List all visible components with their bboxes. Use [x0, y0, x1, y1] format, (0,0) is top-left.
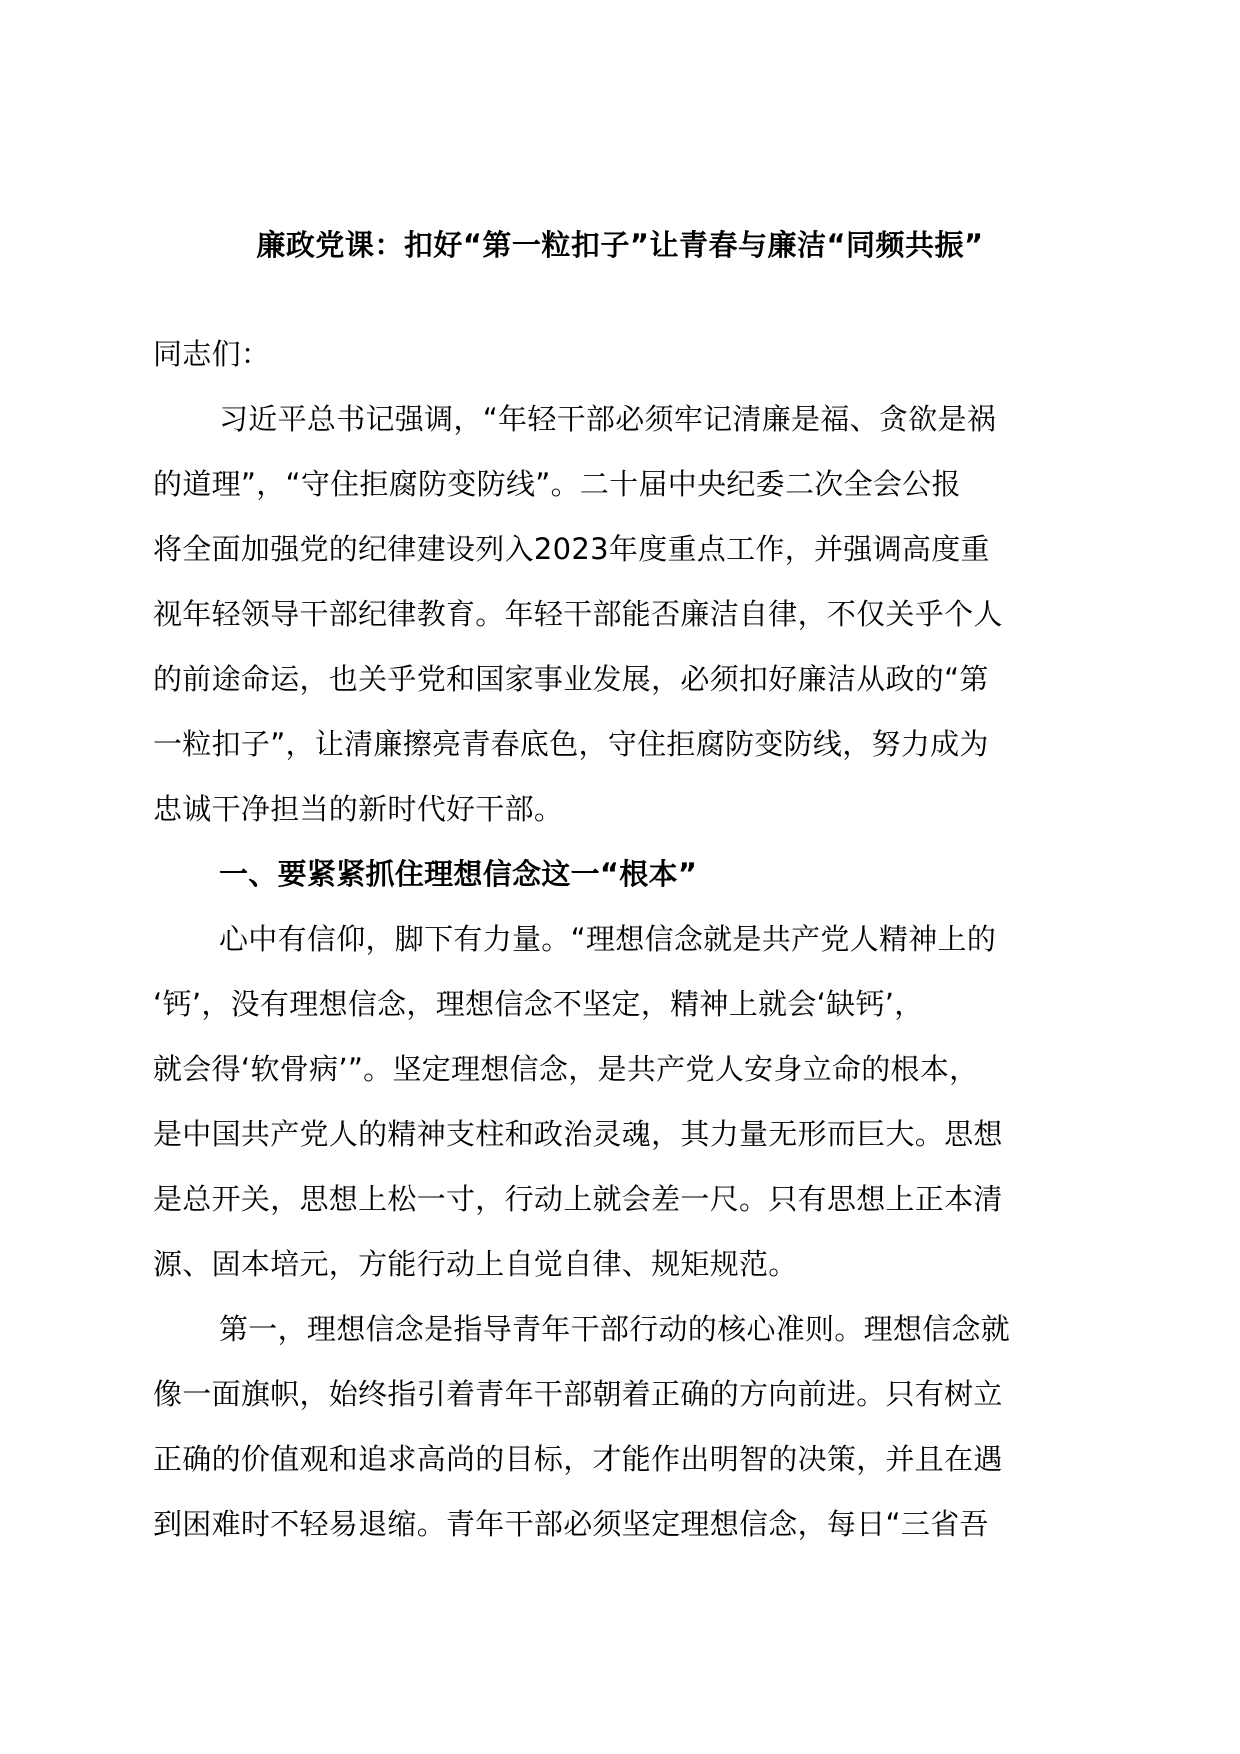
- paragraph-line: 第一，理想信念是指导青年干部行动的核心准则。理想信念就: [219, 1312, 1011, 1346]
- paragraph-line: 到困难时不轻易退缩。青年干部必须坚定理想信念，每日“三省吾: [153, 1507, 989, 1541]
- paragraph-line: 忠诚干净担当的新时代好干部。: [153, 792, 564, 826]
- paragraph-line: 像一面旗帜，始终指引着青年干部朝着正确的方向前进。只有树立: [153, 1377, 1003, 1411]
- paragraph-line: ‘钙’，没有理想信念，理想信念不坚定，精神上就会‘缺钙’，: [153, 987, 924, 1021]
- paragraph-line: 是中国共产党人的精神支柱和政治灵魂，其力量无形而巨大。思想: [153, 1117, 1003, 1151]
- paragraph-line: 一粒扣子”，让清廉擦亮青春底色，守住拒腐防变防线，努力成为: [153, 727, 989, 761]
- paragraph-line: 是总开关，思想上松一寸，行动上就会差一尺。只有思想上正本清: [153, 1182, 1003, 1216]
- section-heading: 一、要紧紧抓住理想信念这一“根本”: [219, 857, 698, 891]
- paragraph-line: 源、固本培元，方能行动上自觉自律、规矩规范。: [153, 1247, 798, 1281]
- salutation: 同志们：: [153, 337, 271, 371]
- paragraph-line: 就会得‘软骨病’”。坚定理想信念，是共产党人安身立命的根本，: [153, 1052, 979, 1086]
- paragraph-line: 的道理”，“守住拒腐防变防线”。二十届中央纪委二次全会公报: [153, 467, 961, 501]
- paragraph-line: 习近平总书记强调，“年轻干部必须牢记清廉是福、贪欲是祸: [219, 402, 997, 436]
- paragraph-line: 视年轻领导干部纪律教育。年轻干部能否廉洁自律，不仅关乎个人: [153, 597, 1003, 631]
- paragraph-line: 将全面加强党的纪律建设列入2023年度重点工作，并强调高度重: [153, 532, 990, 566]
- paragraph-line: 的前途命运，也关乎党和国家事业发展，必须扣好廉洁从政的“第: [153, 662, 989, 696]
- paragraph-line: 心中有信仰，脚下有力量。“理想信念就是共产党人精神上的: [219, 922, 997, 956]
- paragraph-line: 正确的价值观和追求高尚的目标，才能作出明智的决策，并且在遇: [153, 1442, 1003, 1476]
- document-title: 廉政党课：扣好“第一粒扣子”让青春与廉洁“同频共振”: [256, 228, 984, 262]
- document-body: [153, 322, 1085, 1557]
